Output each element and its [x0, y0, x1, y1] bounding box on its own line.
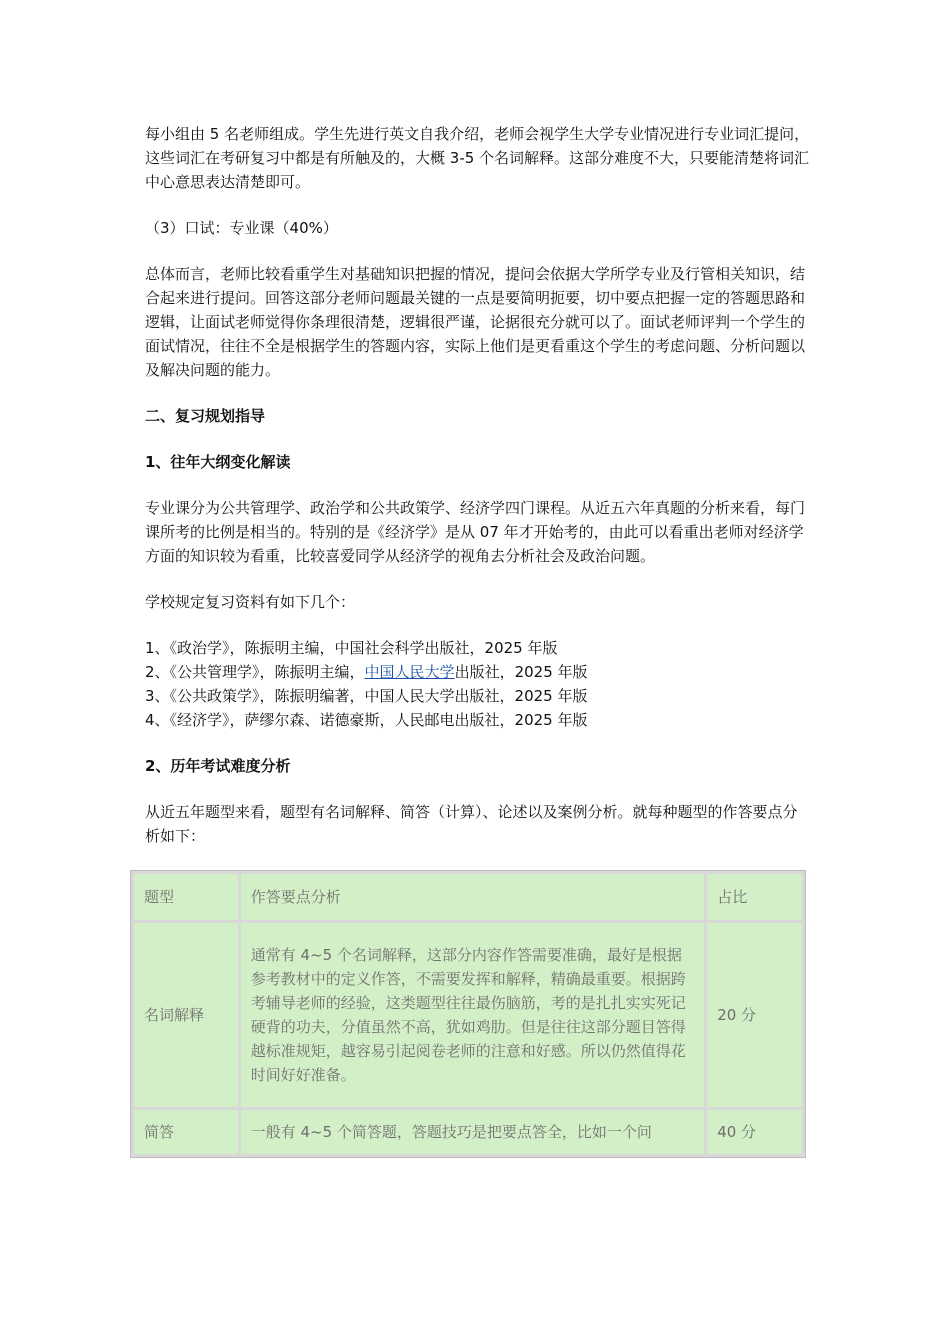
paragraph-oral-exam-detail: 总体而言，老师比较看重学生对基础知识把握的情况，提问会依据大学所学专业及行管相关知识，结合起来进行提问。回答这部分老师问题最关键的一点是要简明扼要，切中要点把握一定的答题思路和逻辑，让面试老师觉得你条理很清楚，逻辑很严谨，论据很充分就可以了。面试老师评判一个学生的面试情况，往往不全是根据学生的答题内容，实际上他们是更看重这个学生的考虑问题、分析问题以及解决问题的能力。	[145, 265, 806, 379]
book-item-text: 2、《公共管理学》，陈振明主编，	[145, 663, 365, 681]
cell-ratio: 40 分	[707, 1110, 802, 1154]
paragraph-materials-intro: 学校规定复习资料有如下几个：	[145, 593, 356, 611]
table-row	[134, 1110, 802, 1154]
header-cell-ratio: 占比	[707, 874, 802, 920]
question-type-table	[130, 870, 806, 1158]
cell-type: 简答	[134, 1110, 238, 1154]
book-item-text: 出版社，2025 年版	[454, 663, 588, 681]
subheading-syllabus-changes: 1、往年大纲变化解读	[145, 453, 291, 471]
paragraph-courses: 专业课分为公共管理学、政治学和公共政策学、经济学四门课程。从近五六年真题的分析来看，每门课所考的比例是相当的。特别的是《经济学》是从 07 年才开始考的，由此可以看重出老师对经济学方面的知识较为看重，比较喜爱同学从经济学的视角去分析社会及政治问题。	[145, 499, 806, 565]
header-cell-analysis: 作答要点分析	[241, 874, 704, 920]
table-header-row	[134, 874, 802, 920]
cell-analysis: 一般有 4~5 个简答题，答题技巧是把要点答全，比如一个问	[241, 1110, 704, 1154]
paragraph-question-types: 从近五年题型来看，题型有名词解释、简答（计算）、论述以及案例分析。就每种题型的作答要点分析如下：	[145, 803, 798, 845]
book-item: 3、《公共政策学》，陈振明编著，中国人民大学出版社，2025 年版	[145, 687, 588, 705]
paragraph-oral-exam-title: （3）口试：专业课（40%）	[145, 219, 338, 237]
cell-analysis: 通常有 4~5 个名词解释，这部分内容作答需要准确，最好是根据参考教材中的定义作答，不需要发挥和解释，精确最重要。根据跨考辅导老师的经验，这类题型往往最伤脑筋，考的是扎扎实实死记硬背的功夫，分值虽然不高，犹如鸡肋。但是往往这部分题目答得越标准规矩，越容易引起阅卷老师的注意和好感。所以仍然值得花时间好好准备。	[241, 923, 704, 1107]
cell-ratio: 20 分	[707, 923, 802, 1107]
table-row	[134, 923, 802, 1107]
subheading-difficulty-analysis: 2、历年考试难度分析	[145, 757, 291, 775]
book-item	[145, 660, 810, 684]
document-body	[145, 122, 810, 1158]
publisher-link[interactable]: 中国人民大学	[364, 663, 455, 681]
book-item: 4、《经济学》，萨缪尔森、诺德豪斯，人民邮电出版社，2025 年版	[145, 711, 588, 729]
book-item: 1、《政治学》，陈振明主编，中国社会科学出版社，2025 年版	[145, 639, 558, 657]
paragraph-group-intro: 每小组由 5 名老师组成。学生先进行英文自我介绍，老师会视学生大学专业情况进行专业词汇提问，这些词汇在考研复习中都是有所触及的，大概 3-5 个名词解释。这部分难度不大，只要能清楚将词汇中心意思表达清楚即可。	[145, 125, 810, 191]
header-cell-type: 题型	[134, 874, 238, 920]
section-heading-review-plan: 二、复习规划指导	[145, 407, 266, 425]
cell-type: 名词解释	[134, 923, 238, 1107]
book-list	[145, 636, 810, 732]
